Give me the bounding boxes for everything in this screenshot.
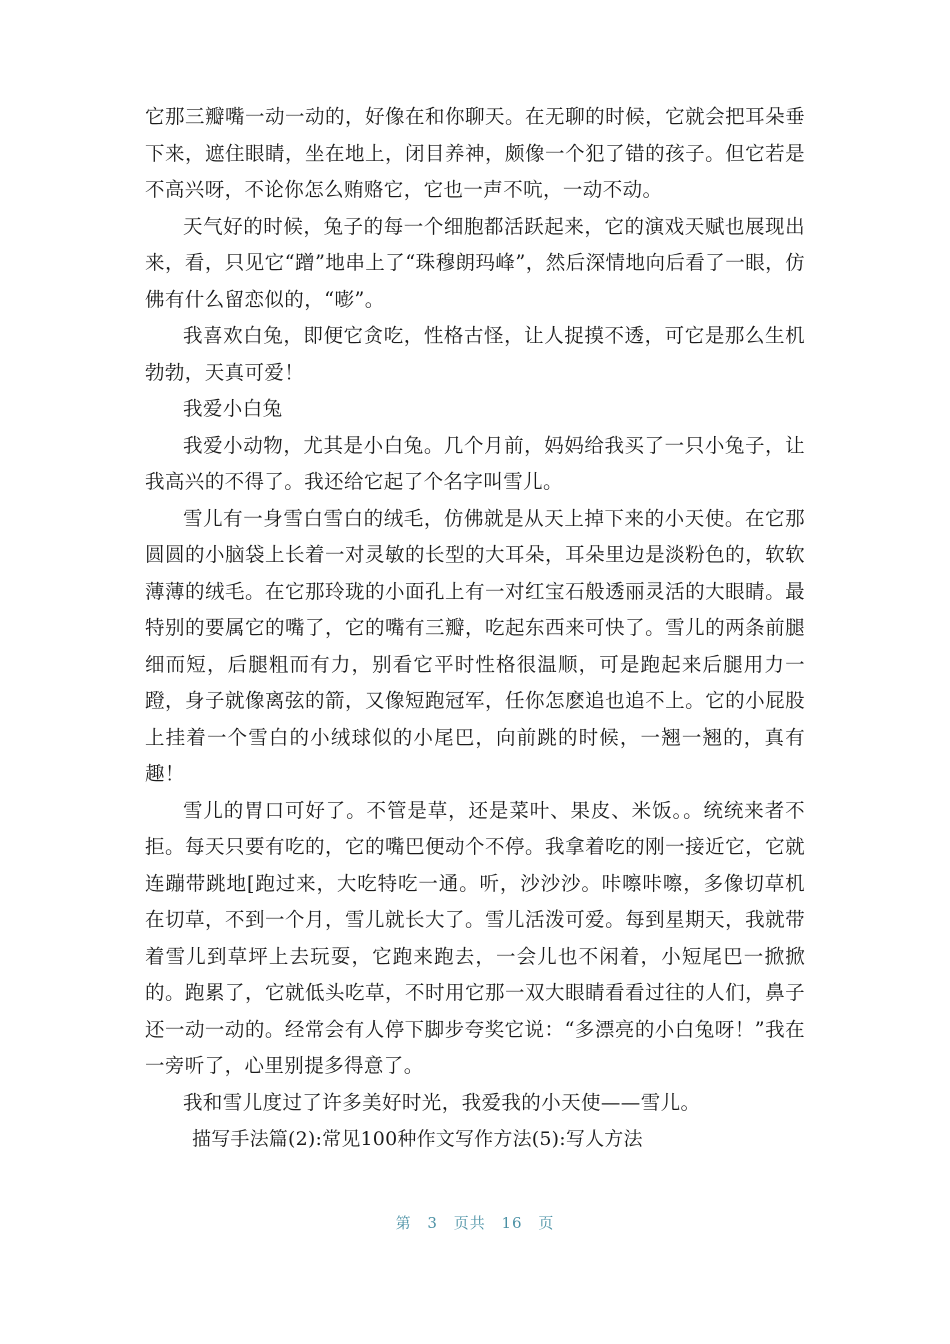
paragraph-appetite: 雪儿的胃口可好了。不管是草，还是菜叶、果皮、米饭。。统统来者不拒。每天只要有吃的，它的嘴巴便动个不停。我拿着吃的刚一接近它，它就连蹦带跳地[跑过来，大吃特吃一通。听，沙沙沙。咔嚓咔嚓，多像切草机在切草，不到一个月，雪儿就长大了。雪儿活泼可爱。每到星期天，我就带着雪儿到草坪上去玩耍，它跑来跑去，一会儿也不闲着，小短尾巴一掀掀的。跑累了，它就低头吃草，不时用它那一双大眼睛看看过往的人们，鼻子还一动一动的。经常会有人停下脚步夸奖它说：“多漂亮的小白兔呀！”我在一旁听了，心里别提多得意了。 — [145, 798, 805, 1077]
document-body — [145, 99, 805, 1158]
page-number-footer: 第 3 页共 16 页 — [395, 1214, 555, 1232]
paragraph-weather: 天气好的时候，兔子的每一个细胞都活跃起来，它的演戏天赋也展现出来，看，只见它“蹭”地串上了“珠穆朗玛峰”，然后深情地向后看了一眼，仿佛有什么留恋似的，“嘭”。 — [145, 214, 805, 311]
paragraph-continuation: 它那三瓣嘴一动一动的，好像在和你聊天。在无聊的时候，它就会把耳朵垂下来，遮住眼睛，坐在地上，闭目养神，颇像一个犯了错的孩子。但它若是不高兴呀，不论你怎么贿赂它，它也一声不吭，一动不动。 — [145, 105, 805, 201]
paragraph-conclusion: 我喜欢白兔，即便它贪吃，性格古怪，让人捉摸不透，可它是那么生机勃勃，天真可爱！ — [145, 324, 805, 384]
section-title: 我爱小白兔 — [183, 397, 283, 420]
paragraph-ending: 我和雪儿度过了许多美好时光，我爱我的小天使——雪儿。 — [183, 1090, 701, 1114]
next-article-title: 描写手法篇(2):常见100种作文写作方法(5):写人方法 — [192, 1128, 643, 1150]
paragraph-intro: 我爱小动物，尤其是小白兔。几个月前，妈妈给我买了一只小兔子，让我高兴的不得了。我还给它起了个名字叫雪儿。 — [145, 433, 805, 493]
paragraph-appearance: 雪儿有一身雪白雪白的绒毛，仿佛就是从天上掉下来的小天使。在它那圆圆的小脑袋上长着一对灵敏的长型的大耳朵，耳朵里边是淡粉色的，软软薄薄的绒毛。在它那玲珑的小面孔上有一对红宝石般透丽灵活的大眼睛。最特别的要属它的嘴了，它的嘴有三瓣，吃起东西来可快了。雪儿的两条前腿细而短，后腿粗而有力，别看它平时性格很温顺，可是跑起来后腿用力一蹬，身子就像离弦的箭，又像短跑冠军，任你怎麽追也追不上。它的小屁股上挂着一个雪白的小绒球似的小尾巴，向前跳的时候，一翘一翘的，真有趣！ — [145, 506, 805, 785]
